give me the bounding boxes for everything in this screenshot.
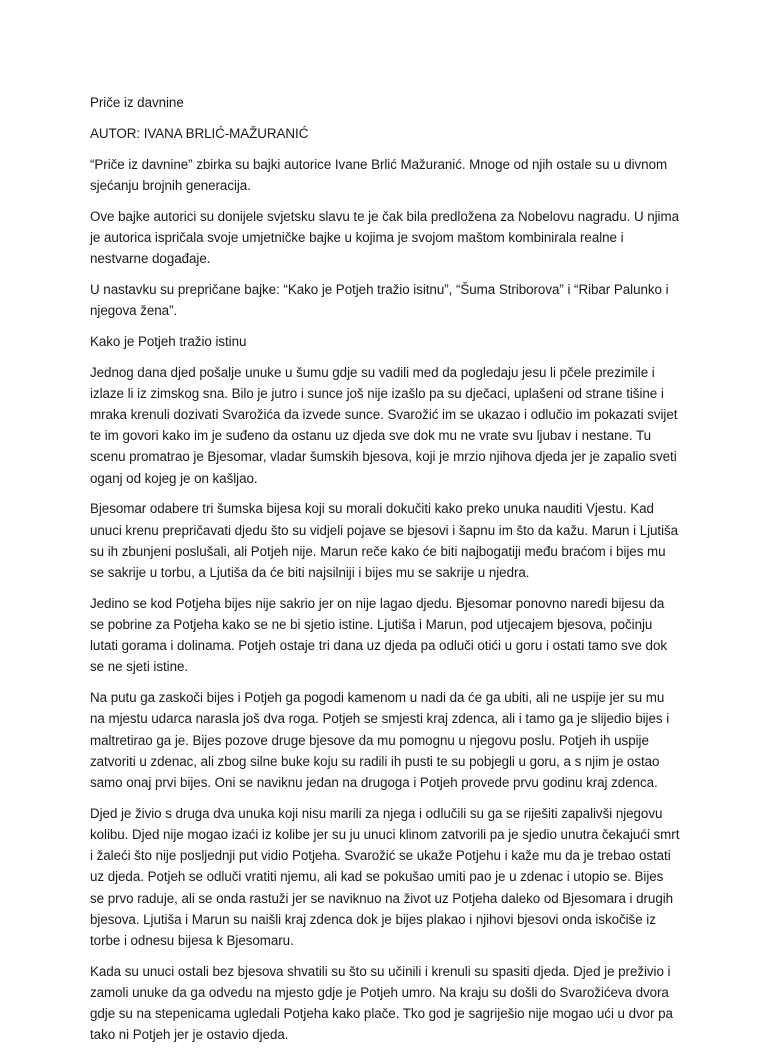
nobel-paragraph: Ove bajke autorici su donijele svjetsku slavu te je čak bila predložena za Nobelovu nagradu. U njima je autorica ispričala svoje umjetničke bajke u kojima je svojom maštom kombinirala realne i nestvarne događaje. [90,208,679,266]
document-body [90,92,680,1055]
story-paragraph: Djed je živio s druga dva unuka koji nisu marili za njega i odlučili su ga se riješiti zapalivši njegovu kolibu. Djed nije mogao izaći iz kolibe jer su ju unuci klinom zatvorili pa je sjedio unutra čekajući smrt i žaleći što nije posljednji put vidio Potjeha. Svarožić se ukaže Potjehu i kaže mu da je trebao ostati uz djeda. Potjeh se odluči vratiti njemu, ali kad se pokušao umiti pao je u zdenac i utopio se. Bijes se prvo raduje, ali se onda rastuži jer se naviknuo na život uz Potjeha daleko od Bjesomara i drugih bjesova. Ljutiša i Marun su naišli kraj zdenca dok je bijes plakao i njihovi bjesovi onda iskočiše iz torbe i odnesu bijesa k Bjesomaru. [90,805,680,949]
document-author: AUTOR: IVANA BRLIĆ-MAŽURANIĆ [90,125,309,141]
document-title: Priče iz davnine [90,95,184,110]
section-heading: Kako je Potjeh tražio istinu [90,333,247,349]
intro-paragraph: “Priče iz davnine” zbirka su bajki autorice Ivane Brlić Mažuranić. Mnoge od njih ostale su u divnom sjećanju brojnih generacija. [90,156,668,193]
story-paragraph: Na putu ga zaskoči bijes i Potjeh ga pogodi kamenom u nadi da će ga ubiti, ali ne uspije jer su mu na mjestu udarca narasla još dva roga. Potjeh se smjesti kraj zdenca, ali i tamo ga je slijedio bijes i maltretirao ga je. Bijes pozove druge bjesove da mu pomognu u njegovu poslu. Potjeh ih uspije zatvoriti u zdenac, ali zbog silne buke koju su radili ih pusti te su pobjegli u goru, a s njim je ostao samo onaj prvi bijes. Oni se naviknu jedan na drugoga i Potjeh provede prvu godinu kraj zdenca. [90,690,670,791]
story-paragraph: Jedino se kod Potjeha bijes nije sakrio jer on nije lagao djedu. Bjesomar ponovno naredi bijesu da se pobrine za Potjeha kako se ne bi sjetio istine. Ljutiša i Marun, pod utjecajem bjesova, počinju lutati gorama i dolinama. Potjeh ostaje tri dana uz djeda pa odluči otići u goru i ostati tamo sve dok se ne sjeti istine. [90,595,667,675]
story-paragraph: Kada su unuci ostali bez bjesova shvatili su što su učinili i krenuli su spasiti djeda. Djed je preživio i zamoli unuke da ga odvedu na mjesto gdje je Potjeh umro. Na kraju su došli do Svarožićeva dvora gdje su na stepenicama ugledali Potjeha kako plače. Tko god je sagriješio nije mogao ući u dvor pa tako ni Potjeh jer je ostavio djeda. [90,963,673,1043]
story-paragraph: Bjesomar odabere tri šumska bijesa koji su morali dokučiti kako preko unuka nauditi Vjestu. Kad unuci krenu prepričavati djedu što su vidjeli pojave se bjesovi i šapnu im što da kažu. Marun i Ljutiša su ih zbunjeni poslušali, ali Potjeh nije. Marun reče kako će biti najbogatiji među braćom i bijes mu se sakrije u torbu, a Ljutiša da će biti najsilniji i bijes mu se sakrije u njedra. [90,501,679,581]
story-paragraph: Jednog dana djed pošalje unuke u šumu gdje su vadili med da pogledaju jesu li pčele prezimile i izlaze li iz zimskog sna. Bilo je jutro i sunce još nije izašlo pa su dječaci, uplašeni od strane tišine i mraka krenuli dozivati Svarožića da izvede sunce. Svarožić im se ukazao i odlučio im pokazati svijet te im govori kako im je suđeno da ostanu uz djeda sve dok mu ne vrate svu ljubav i nestane. Tu scenu promatrao je Bjesomar, vladar šumskih bjesova, koji je mrzio njihova djeda jer je zapalio sveti oganj od kojeg je on kašljao. [90,364,678,486]
overview-paragraph: U nastavku su prepričane bajke: “Kako je Potjeh tražio isitnu”, “Šuma Striborova” i “Ribar Palunko i njegova žena”. [90,281,669,318]
